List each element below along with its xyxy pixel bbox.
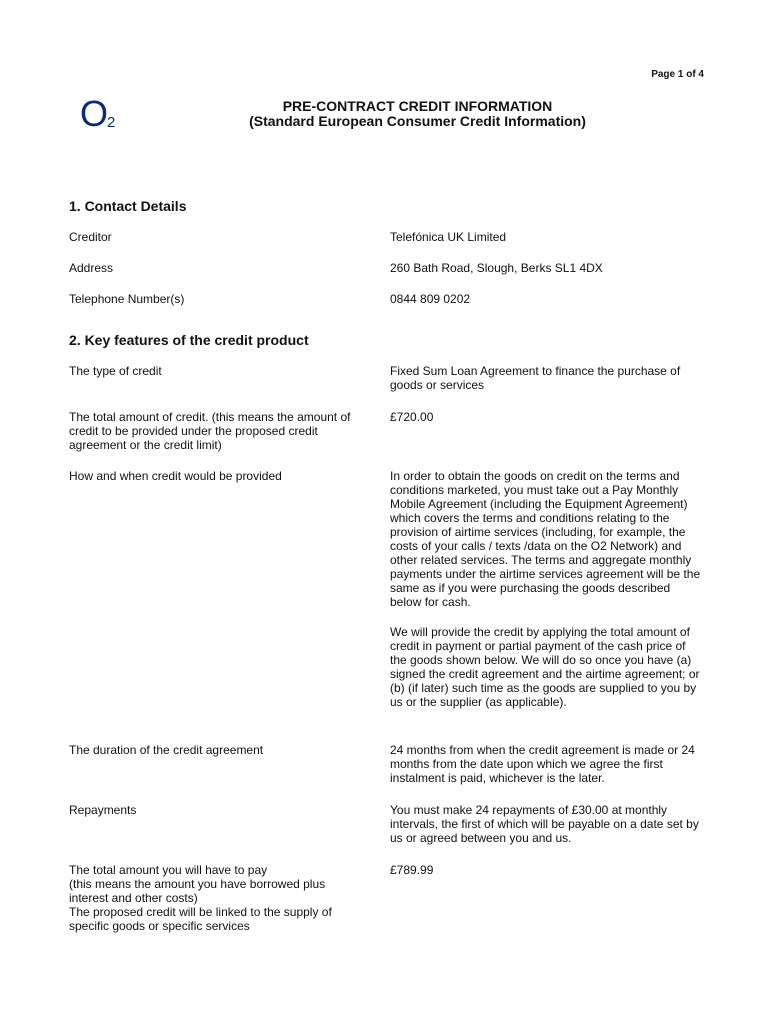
total-payable-line-1: The total amount you will have to pay (69, 863, 268, 877)
value-type-of-credit: Fixed Sum Loan Agreement to finance the purchase of goods or services (390, 364, 681, 392)
value-creditor: Telefónica UK Limited (390, 230, 507, 244)
value-telephone: 0844 809 0202 (390, 292, 471, 306)
label-total-payable (69, 863, 359, 933)
label-repayments: Repayments (69, 803, 137, 817)
label-how-when-provided: How and when credit would be provided (69, 469, 282, 483)
section-heading-key-features: 2. Key features of the credit product (69, 332, 309, 348)
label-duration: The duration of the credit agreement (69, 743, 264, 757)
value-repayments: You must make 24 repayments of £30.00 at monthly intervals, the first of which will be payable on a date set by us or agreed between you and us. (390, 803, 699, 845)
logo-letter: O (80, 93, 108, 134)
label-creditor: Creditor (69, 230, 112, 244)
label-type-of-credit: The type of credit (69, 364, 162, 378)
how-when-paragraph-2: We will provide the credit by applying the total amount of credit in payment or partial payment of the cash price of the goods shown below. We will do so once you have (a) signed the credit agreement and the airtime agreement; or (b) (if later) such time as the goods are supplied to you by us or the supplier (as applicable). (390, 625, 700, 709)
total-payable-line-3: The proposed credit will be linked to the supply of specific goods or specific services (69, 905, 332, 933)
label-address: Address (69, 261, 114, 275)
page-number: Page 1 of 4 (651, 69, 704, 80)
label-total-credit: The total amount of credit. (this means the amount of credit to be provided under the proposed credit agreement or the credit limit) (69, 410, 351, 452)
document-title (0, 99, 768, 129)
total-payable-line-2: (this means the amount you have borrowed plus interest and other costs) (69, 877, 326, 905)
value-total-payable: £789.99 (390, 863, 434, 877)
value-address: 260 Bath Road, Slough, Berks SL1 4DX (390, 261, 603, 275)
value-how-when-provided (390, 469, 702, 709)
value-total-credit: £720.00 (390, 410, 434, 424)
title-line-1: PRE-CONTRACT CREDIT INFORMATION (282, 98, 553, 114)
logo-subscript: 2 (107, 114, 116, 131)
section-heading-contact-details: 1. Contact Details (69, 198, 187, 214)
how-when-paragraph-1: In order to obtain the goods on credit on the terms and conditions marketed, you must take out a Pay Monthly Mobile Agreement (including the Equipment Agreement) which covers the terms and conditions relating to the provision of airtime services (including, for example, the costs of your calls / texts /data on the O2 Network) and other related services. The terms and aggregate monthly payments under the airtime services agreement will be the same as if you were purchasing the goods described below for cash. (390, 469, 701, 609)
value-duration: 24 months from when the credit agreement is made or 24 months from the date upon which we agree the first instalment is paid, whichever is the later. (390, 743, 695, 785)
label-telephone: Telephone Number(s) (69, 292, 185, 306)
title-line-2: (Standard European Consumer Credit Information) (249, 113, 586, 129)
